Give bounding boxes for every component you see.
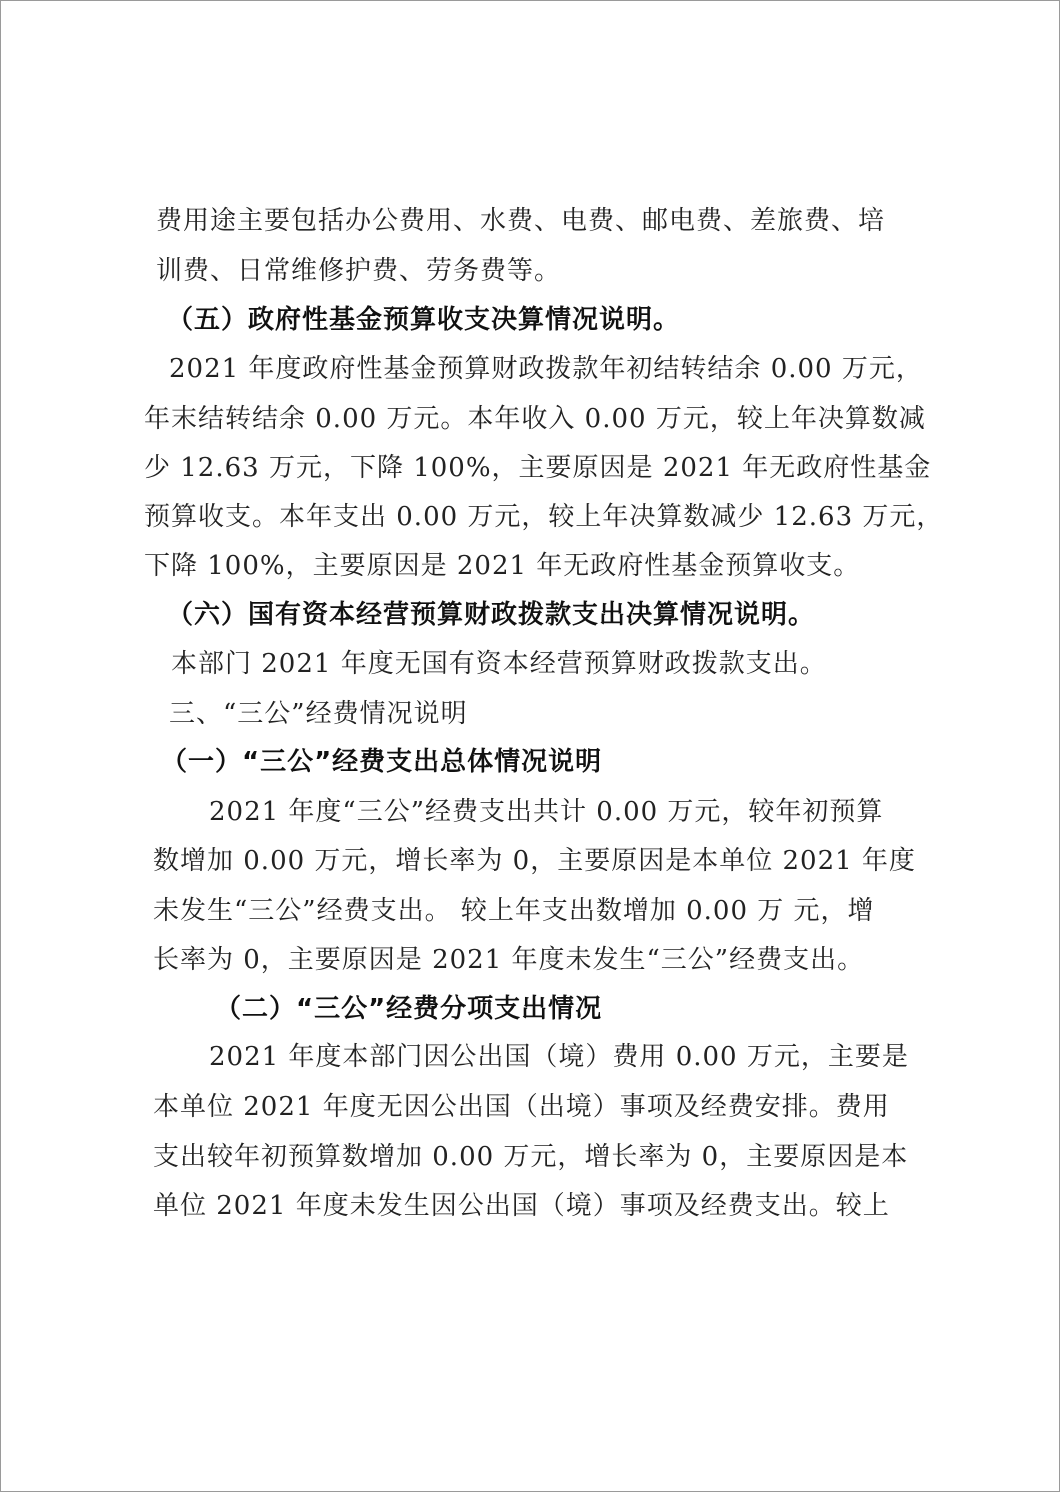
paragraph-line: 年末结转结余 0.00 万元。本年收入 0.00 万元，较上年决算数减 [144, 404, 926, 434]
paragraph-line: 下降 100%，主要原因是 2021 年无政府性基金预算收支。 [144, 551, 861, 581]
chapter-heading-3: 三、“三公”经费情况说明 [169, 699, 468, 729]
paragraph-line: 2021 年度本部门因公出国（境）费用 0.00 万元，主要是 [209, 1042, 909, 1072]
subsection-heading-2: （二）“三公”经费分项支出情况 [215, 994, 603, 1024]
paragraph-line: 未发生“三公”经费支出。 较上年支出数增加 0.00 万 元，增 [153, 896, 875, 926]
paragraph-line: 本单位 2021 年度无因公出国（出境）事项及经费安排。费用 [153, 1092, 890, 1122]
paragraph-line: 少 12.63 万元，下降 100%，主要原因是 2021 年无政府性基金 [144, 453, 932, 483]
paragraph-line: 预算收支。本年支出 0.00 万元，较上年决算数减少 12.63 万元， [144, 502, 944, 532]
section-heading-6: （六）国有资本经营预算财政拨款支出决算情况说明。 [167, 600, 816, 630]
subsection-heading-1: （一）“三公”经费支出总体情况说明 [161, 747, 603, 777]
paragraph-line: 费用途主要包括办公费用、水费、电费、邮电费、差旅费、培 [156, 206, 886, 236]
paragraph-line: 单位 2021 年度未发生因公出国（境）事项及经费支出。较上 [153, 1191, 890, 1221]
paragraph-line: 训费、日常维修护费、劳务费等。 [156, 256, 562, 286]
paragraph-line: 长率为 0，主要原因是 2021 年度未发生“三公”经费支出。 [153, 945, 865, 975]
section-heading-5: （五）政府性基金预算收支决算情况说明。 [167, 305, 681, 335]
paragraph-line: 2021 年度政府性基金预算财政拨款年初结转结余 0.00 万元， [169, 354, 923, 384]
paragraph-line: 数增加 0.00 万元，增长率为 0，主要原因是本单位 2021 年度 [153, 846, 916, 876]
paragraph-line: 本部门 2021 年度无国有资本经营预算财政拨款支出。 [171, 649, 827, 679]
paragraph-line: 支出较年初预算数增加 0.00 万元，增长率为 0，主要原因是本 [153, 1142, 909, 1172]
paragraph-line: 2021 年度“三公”经费支出共计 0.00 万元，较年初预算 [209, 797, 884, 827]
